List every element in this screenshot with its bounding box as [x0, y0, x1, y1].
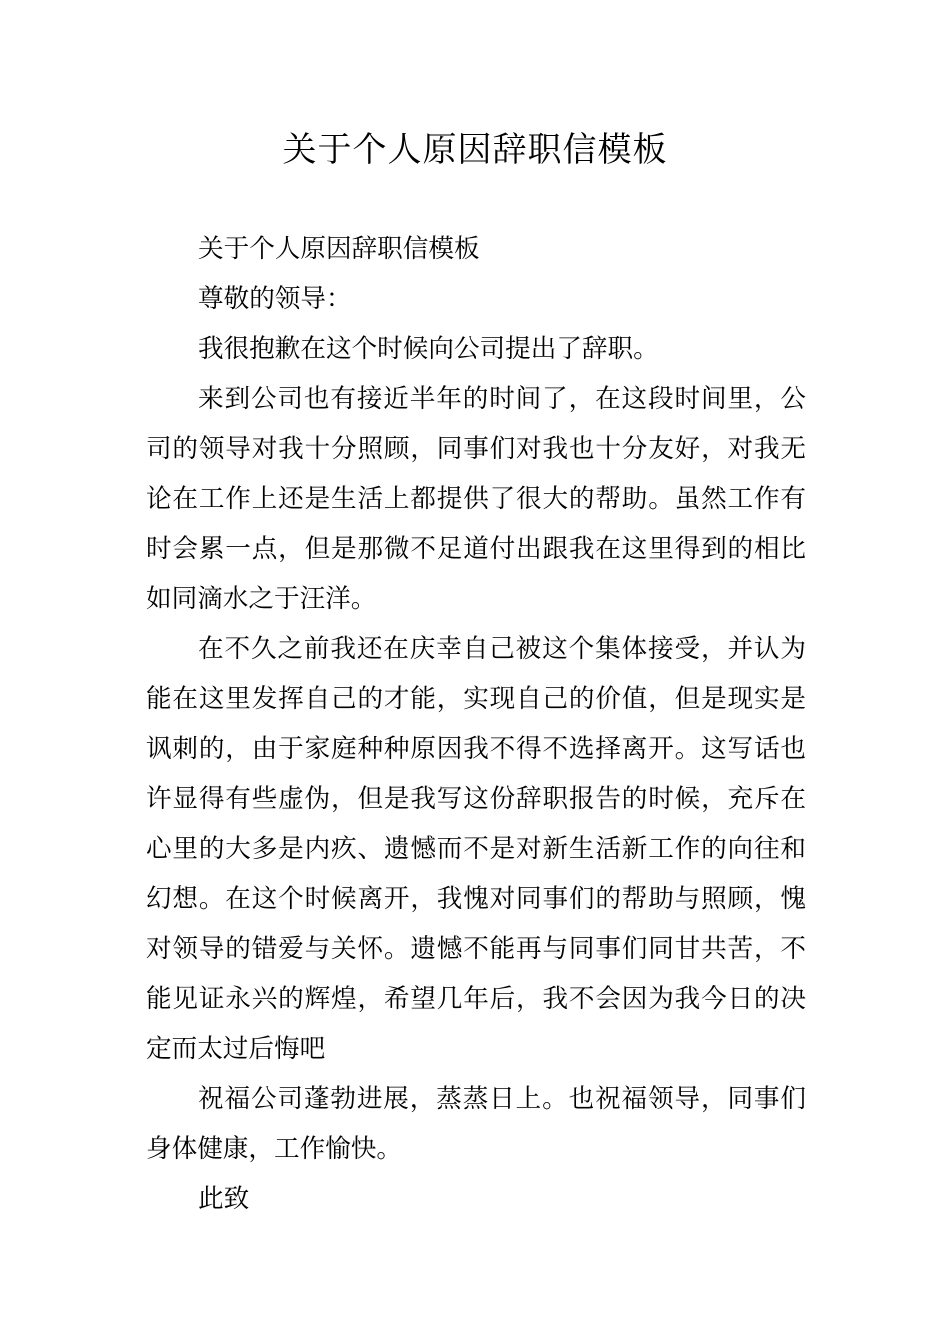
paragraph-reason: 在不久之前我还在庆幸自己被这个集体接受，并认为能在这里发挥自己的才能，实现自己的价值，但是现实是讽刺的，由于家庭种种原因我不得不选择离开。这写话也许显得有些虚伪，但是我写这份辞职报告的时候，充斥在心里的大多是内疚、遗憾而不是对新生活新工作的向往和幻想。在这个时候离开，我愧对同事们的帮助与照顾，愧对领导的错爱与关怀。遗憾不能再与同事们同甘共苦，不能见证永兴的辉煌，希望几年后，我不会因为我今日的决定而太过后悔吧: [146, 634, 806, 1064]
document-body: [146, 224, 806, 1224]
document-title: 关于个人原因辞职信模板: [282, 130, 668, 170]
paragraph-blessing: 祝福公司蓬勃进展，蒸蒸日上。也祝福领导，同事们身体健康，工作愉快。: [146, 1084, 806, 1164]
paragraph-apology: 我很抱歉在这个时候向公司提出了辞职。: [198, 334, 659, 364]
paragraph-heading: 关于个人原因辞职信模板: [198, 234, 480, 264]
paragraph-closing: 此致: [198, 1184, 250, 1214]
paragraph-salutation: 尊敬的领导：: [198, 284, 352, 314]
paragraph-gratitude: 来到公司也有接近半年的时间了，在这段时间里，公司的领导对我十分照顾，同事们对我也十分友好，对我无论在工作上还是生活上都提供了很大的帮助。虽然工作有时会累一点，但是那微不足道付出跟我在这里得到的相比如同滴水之于汪洋。: [146, 384, 806, 614]
